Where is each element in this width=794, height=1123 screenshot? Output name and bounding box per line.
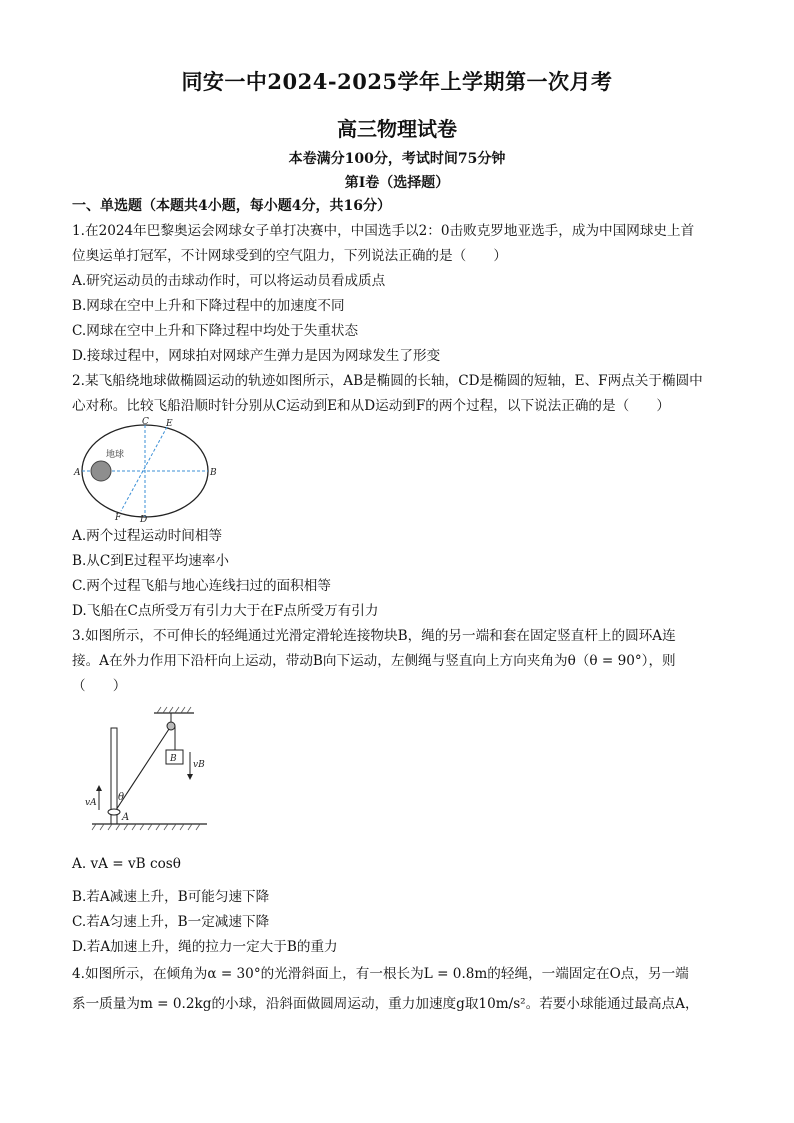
- exam-title: 同安一中2024-2025学年上学期第一次月考: [181, 69, 613, 94]
- q3-option-b: B.若A减速上升，B可能匀速下降: [72, 889, 270, 905]
- q2-stem-line1: 2.某飞船绕地球做椭圆运动的轨迹如图所示，AB是椭圆的长轴，CD是椭圆的短轴，E、F两点关于椭圆中: [72, 373, 703, 389]
- q1-stem-line1: 1.在2024年巴黎奥运会网球女子单打决赛中，中国选手以2：0击败克罗地亚选手，成为中国网球史上首: [72, 223, 695, 239]
- label-b: B: [210, 468, 217, 478]
- label-a: A: [74, 468, 81, 478]
- label-c: C: [142, 417, 149, 427]
- q1-option-c: C.网球在空中上升和下降过程中均处于失重状态: [72, 323, 359, 339]
- q1-stem-line2: 位奥运单打冠军，不计网球受到的空气阻力，下列说法正确的是（ ）: [72, 248, 507, 264]
- label-vb: vB: [193, 760, 205, 770]
- q2-option-d: D.飞船在C点所受万有引力大于在F点所受万有引力: [72, 603, 379, 619]
- earth-label: 地球: [106, 450, 125, 460]
- q2-stem-line2: 心对称。比较飞船沿顺时针分别从C运动到E和从D运动到F的两个过程，以下说法正确的是（ ）: [72, 398, 670, 414]
- part-heading: 第I卷（选择题）: [344, 175, 450, 191]
- q1-option-b: B.网球在空中上升和下降过程中的加速度不同: [72, 298, 345, 314]
- q3-option-a: A. vA = vB cosθ: [72, 856, 181, 872]
- q2-option-a: A.两个过程运动时间相等: [72, 528, 223, 544]
- label-va: vA: [85, 798, 97, 808]
- q3-stem-line1: 3.如图所示，不可伸长的轻绳通过光滑定滑轮连接物块B，绳的另一端和套在固定竖直杆上的圆环A连: [72, 628, 676, 644]
- q2-option-b: B.从C到E过程平均速率小: [72, 553, 229, 569]
- exam-subtitle: 高三物理试卷: [337, 117, 457, 141]
- label-f: F: [115, 513, 122, 523]
- q4-stem-line1: 4.如图所示，在倾角为α = 30°的光滑斜面上，有一根长为L = 0.8m的轻绳，一端固定在O点，另一端: [72, 966, 689, 982]
- section-heading: 一、单选题（本题共4小题，每小题4分，共16分）: [72, 198, 391, 214]
- exam-info: 本卷满分100分，考试时间75分钟: [288, 151, 506, 167]
- label-e: E: [166, 419, 173, 429]
- pulley: [167, 722, 175, 730]
- q1-option-a: A.研究运动员的击球动作时，可以将运动员看成质点: [72, 273, 386, 289]
- earth: [91, 461, 111, 481]
- q3-option-d: D.若A加速上升，绳的拉力一定大于B的重力: [72, 939, 338, 955]
- ef-line: [121, 427, 167, 511]
- q2-option-c: C.两个过程飞船与地心连线扫过的面积相等: [72, 578, 331, 594]
- ring-a: [108, 809, 120, 815]
- q1-option-d: D.接球过程中，网球拍对网球产生弹力是因为网球发生了形变: [72, 348, 441, 364]
- q3-stem-line2: 接。A在外力作用下沿杆向上运动，带动B向下运动，左侧绳与竖直向上方向夹角为θ（θ = 90°），则: [72, 653, 676, 669]
- q3-stem-line3: （ ）: [72, 678, 127, 694]
- orbit-diagram: [70, 416, 220, 524]
- label-b: B: [170, 754, 177, 764]
- q4-stem-line2: 系一质量为m = 0.2kg的小球，沿斜面做圆周运动，重力加速度g取10m/s²。若要小球能通过最高点A，: [72, 996, 699, 1012]
- label-a: A: [122, 812, 130, 823]
- pulley-diagram: [82, 704, 212, 834]
- label-theta: θ: [118, 792, 125, 803]
- q3-option-c: C.若A匀速上升，B一定减速下降: [72, 914, 270, 930]
- label-d: D: [140, 515, 148, 524]
